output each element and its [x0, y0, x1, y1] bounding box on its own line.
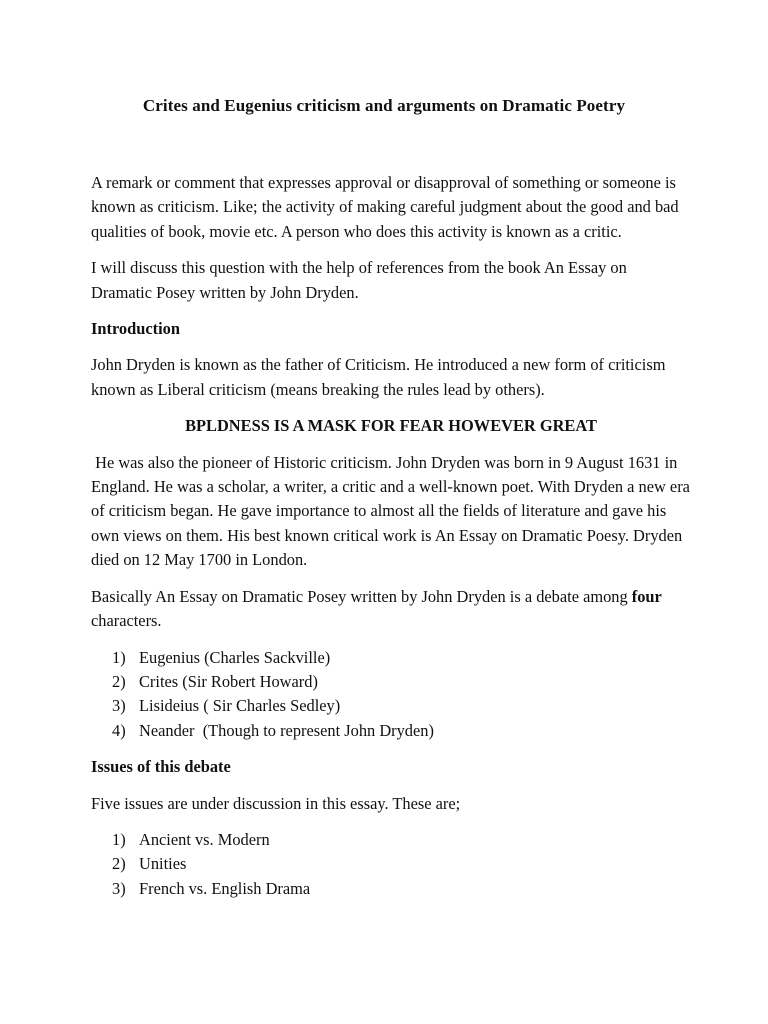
paragraph-dryden-bio: He was also the pioneer of Historic criticism. John Dryden was born in 9 August 1631 in England. He was a scholar, a writer, a critic and a well-known poet. With Dryden a new era of criticism began. He gave importance to almost all the fields of literature and gave his own views on them. His best known critical work is An Essay on Dramatic Poesy. Dryden died on 12 May 1700 in London.	[91, 452, 695, 570]
list-number: 3)	[112, 696, 126, 716]
paragraph-discussion-intro: I will discuss this question with the help of references from the book An Essay on Dramatic Posey written by John Dryden.	[91, 258, 627, 302]
list-number: 3)	[112, 878, 126, 898]
paragraph-debate-characters	[91, 585, 691, 634]
document-body	[91, 171, 695, 913]
debate-text-end: characters.	[91, 611, 162, 631]
list-number: 4)	[112, 720, 126, 740]
list-item	[112, 670, 691, 694]
heading-issues: Issues of this debate	[91, 757, 231, 777]
paragraph-criticism-definition: A remark or comment that expresses approval or disapproval of something or someone is known as criticism. Like; the activity of making careful judgment about the good and bad qualities of book, movie etc. A person who does this activity is known as a critic.	[91, 173, 679, 241]
list-item-text: Lisideius ( Sir Charles Sedley)	[139, 696, 341, 716]
list-item-text: Unities	[139, 854, 187, 874]
list-item-text: Crites (Sir Robert Howard)	[139, 671, 318, 691]
list-number: 2)	[112, 854, 126, 874]
list-item	[112, 828, 691, 852]
list-item-text: Ancient vs. Modern	[139, 829, 270, 849]
list-item	[112, 694, 691, 718]
list-item	[112, 646, 691, 670]
center-heading: BPLDNESS IS A MASK FOR FEAR HOWEVER GREAT	[185, 416, 597, 436]
list-item-text: French vs. English Drama	[139, 878, 311, 898]
list-item-text: Neander (Though to represent John Dryden)	[139, 720, 434, 740]
document-title: Crites and Eugenius criticism and arguments on Dramatic Poetry	[142, 96, 626, 115]
paragraph-dryden-father: John Dryden is known as the father of Criticism. He introduced a new form of criticism known as Liberal criticism (means breaking the rules lead by others).	[91, 355, 666, 399]
debate-text-bold: four	[631, 586, 662, 606]
issues-list	[91, 828, 691, 901]
heading-introduction: Introduction	[91, 319, 180, 339]
list-number: 2)	[112, 671, 126, 691]
debate-text-start: Basically An Essay on Dramatic Posey written by John Dryden is a debate among	[91, 586, 632, 606]
list-item	[112, 852, 691, 876]
list-item	[112, 877, 691, 901]
characters-list	[91, 646, 691, 744]
list-item	[112, 719, 691, 743]
list-number: 1)	[112, 829, 126, 849]
list-item-text: Eugenius (Charles Sackville)	[139, 647, 331, 667]
list-number: 1)	[112, 647, 126, 667]
paragraph-issues-intro: Five issues are under discussion in this essay. These are;	[91, 793, 461, 813]
